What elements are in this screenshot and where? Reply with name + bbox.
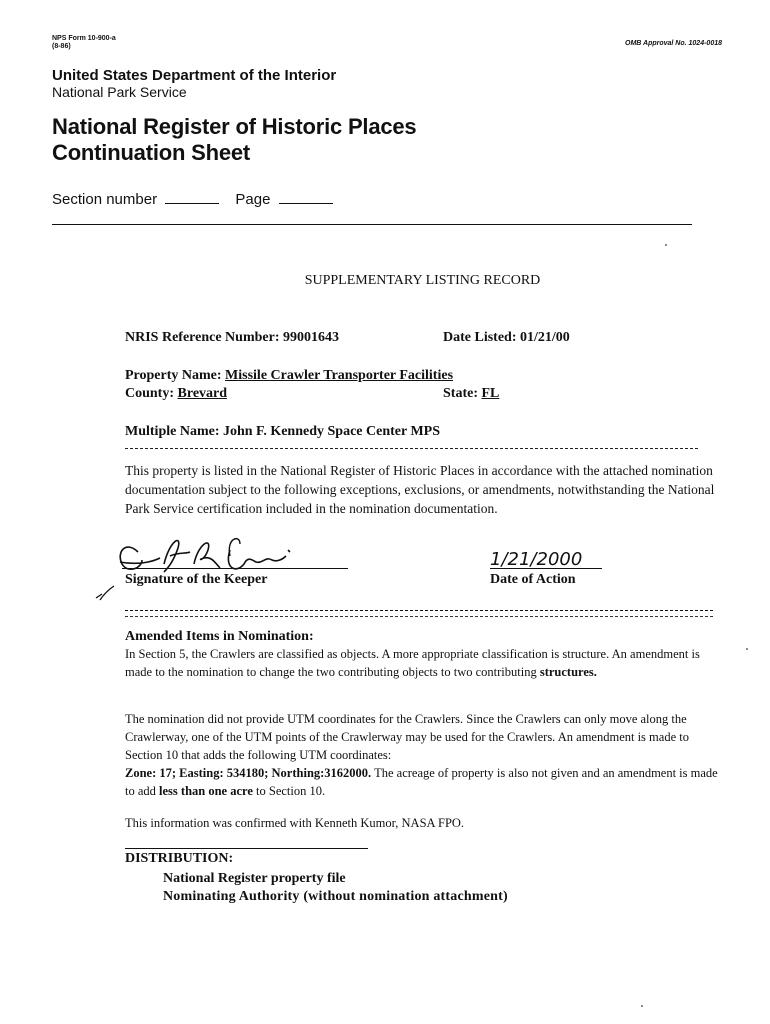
signature-label: Signature of the Keeper [125,572,268,587]
date-line [490,568,602,569]
handwritten-date-text: 1/21/2000 [490,549,583,570]
confirmation-note: This information was confirmed with Kenneth Kumor, NASA FPO. [125,816,465,830]
nris-reference: NRIS Reference Number: 99001643 [125,330,339,345]
multiple-name: Multiple Name: John F. Kennedy Space Center MPS [125,424,440,439]
signature-line [122,568,348,569]
section-page-row [52,191,333,208]
amendment-paragraph-1: In Section 5, the Crawlers are classified as objects. A more appropriate classification is structure. An amendment is made to the nomination to change the two contributing objects to two contributing structures. [125,647,700,679]
state: State: FL [443,386,500,401]
omb-approval: OMB Approval No. 1024-0018 [625,40,722,47]
page-label: Page [235,191,271,208]
county-value: Brevard [177,386,228,401]
form-number: NPS Form 10-900-a (8-86) [52,35,116,50]
distribution-rule [125,848,368,849]
document-subtitle: Continuation Sheet [52,140,251,165]
distribution-item: Nominating Authority (without nomination attachment) [163,889,508,904]
state-value: FL [481,386,500,401]
section-number-blank [165,191,219,204]
date-listed: Date Listed: 01/21/00 [443,330,570,345]
page-blank [279,191,333,204]
amended-items-heading: Amended Items in Nomination: [125,629,314,644]
header-rule [52,224,692,225]
scan-speck [641,1005,643,1007]
double-dashed-divider-top [125,610,713,611]
distribution-heading: DISTRIBUTION: [125,851,234,866]
section-number-label: Section number [52,191,158,208]
distribution-item: National Register property file [163,871,346,886]
handwritten-date [488,541,608,571]
property-name: Property Name: Missile Crawler Transporter Facilities [125,368,454,383]
record-heading: SUPPLEMENTARY LISTING RECORD [304,273,541,288]
keeper-signature [112,530,312,578]
dashed-divider [125,448,698,449]
listing-statement: This property is listed in the National Register of Historic Places in accordance with the attached nomination documentation subject to the following exceptions, exclusions, or amendments, notwithstanding the National Park Service certification included in the nomination documentation. [125,463,715,516]
document-title: National Register of Historic Places [52,114,417,139]
amendment-paragraph-2: The nomination did not provide UTM coordinates for the Crawlers. Since the Crawlers can only move along the Crawlerway, one of the UTM points of the Crawlerway may be used for the Crawlers. An amendment is made to Section 10 that adds the following UTM coordinates: Zone: 17; Easting: 534180; Northing:3162000. The acreage of property is also not given and an amendment is made to add less than one acre to Section 10. [125,712,718,798]
check-mark-icon [94,584,118,604]
double-dashed-divider-bottom [125,616,713,617]
scan-speck [665,244,667,246]
agency-name: National Park Service [52,84,187,100]
county: County: Brevard [125,386,228,401]
department-name: United States Department of the Interior [52,67,337,84]
property-name-value: Missile Crawler Transporter Facilities [225,368,454,383]
scan-speck [746,648,748,650]
date-of-action-label: Date of Action [490,572,576,587]
